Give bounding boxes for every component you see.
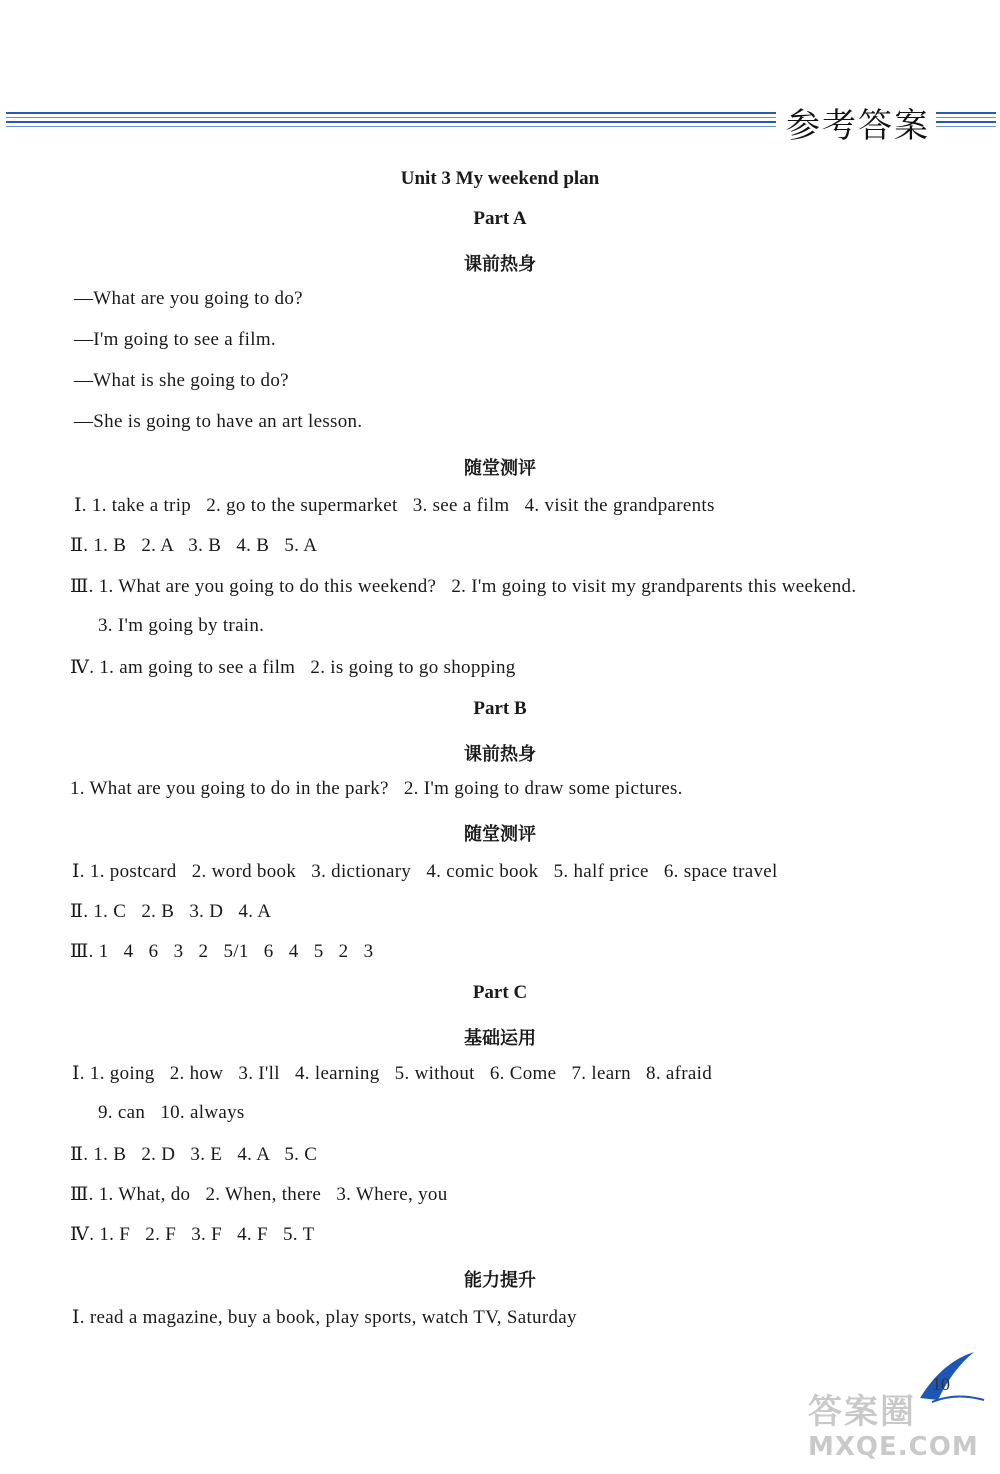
part-c-basic-line: Ⅱ. 1. B 2. D 3. E 4. A 5. C: [70, 1144, 318, 1165]
part-a-warmup-line: —What are you going to do?: [74, 288, 303, 309]
part-a-warmup-line: —I'm going to see a film.: [74, 329, 276, 350]
part-a-title: Part A: [473, 208, 527, 229]
part-b-test-line: Ⅱ. 1. C 2. B 3. D 4. A: [70, 901, 272, 922]
part-a-warmup-line: —She is going to have an art lesson.: [74, 411, 363, 432]
part-a-test-line: Ⅳ. 1. am going to see a film 2. is going to go shopping: [70, 657, 516, 678]
part-b-title: Part B: [473, 698, 527, 719]
part-b-test-line: Ⅰ. 1. postcard 2. word book 3. dictionary 4. comic book 5. half price 6. space travel: [72, 861, 778, 882]
part-b-warmup-title: 课前热身: [464, 744, 536, 765]
watermark-bottom: MXQE.COM: [808, 1432, 979, 1462]
part-b-test-title: 随堂测评: [464, 824, 536, 845]
part-a-test-line: Ⅰ. 1. take a trip 2. go to the supermarket 3. see a film 4. visit the grandparents: [74, 495, 715, 516]
part-c-basic-line: Ⅰ. 1. going 2. how 3. I'll 4. learning 5. without 6. Come 7. learn 8. afraid: [72, 1063, 713, 1084]
part-a-test-line: Ⅱ. 1. B 2. A 3. B 4. B 5. A: [70, 535, 318, 556]
watermark-top: 答案圈: [808, 1392, 916, 1432]
part-c-basic-title: 基础运用: [464, 1028, 536, 1049]
part-a-test-line: 3. I'm going by train.: [98, 615, 265, 636]
part-c-ability-line: Ⅰ. read a magazine, buy a book, play sports, watch TV, Saturday: [72, 1307, 577, 1328]
part-c-basic-line: Ⅳ. 1. F 2. F 3. F 4. F 5. T: [70, 1224, 315, 1245]
part-a-test-line: Ⅲ. 1. What are you going to do this weekend? 2. I'm going to visit my grandparents this weekend.: [70, 576, 857, 597]
header-title: 参考答案: [786, 106, 930, 146]
page-number: 10: [932, 1374, 950, 1394]
part-c-ability-title: 能力提升: [464, 1270, 536, 1291]
part-b-test-line: Ⅲ. 1 4 6 3 2 5/1 6 4 5 2 3: [70, 941, 374, 962]
part-b-warmup-line: 1. What are you going to do in the park? 2. I'm going to draw some pictures.: [70, 778, 683, 799]
part-c-basic-line: 9. can 10. always: [98, 1102, 245, 1123]
page-header: [0, 98, 1000, 158]
unit-title: Unit 3 My weekend plan: [400, 168, 600, 189]
part-a-warmup-title: 课前热身: [464, 254, 536, 275]
header-rule-right: [936, 112, 996, 130]
part-c-title: Part C: [472, 982, 528, 1003]
part-c-basic-line: Ⅲ. 1. What, do 2. When, there 3. Where, you: [70, 1184, 448, 1205]
part-a-test-title: 随堂测评: [464, 458, 536, 479]
site-watermark: [808, 1392, 994, 1470]
header-rule-left: [6, 112, 776, 130]
part-a-warmup-line: —What is she going to do?: [74, 370, 289, 391]
